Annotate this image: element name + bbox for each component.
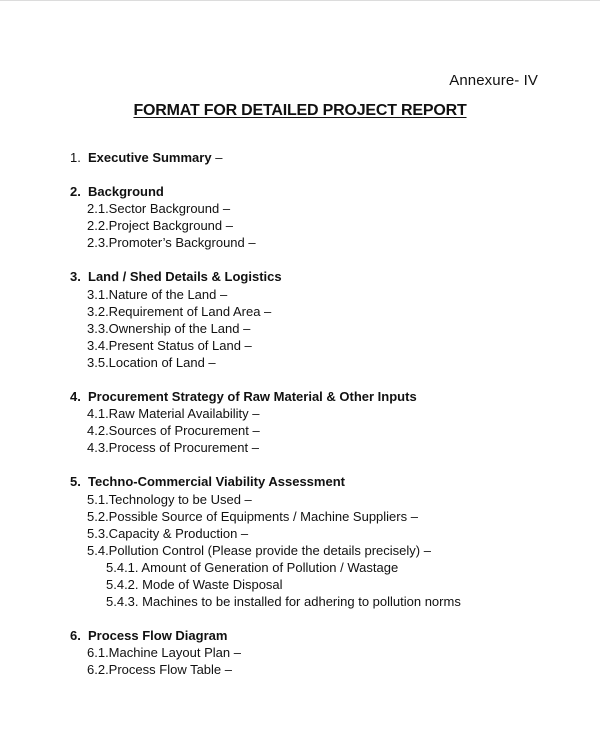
list-item: 2.2.Project Background – [87,218,233,234]
list-item: 5.4.Pollution Control (Please provide the details precisely) – [87,542,431,558]
section-title: Techno-Commercial Viability Assessment [88,474,345,490]
section-number: 4. [70,389,81,405]
section-procurement [70,388,570,456]
sub-list-item: 5.4.3. Machines to be installed for adhering to pollution norms [106,594,461,610]
list-item: 2.3.Promoter’s Background – [87,235,256,251]
section-process-flow [70,627,570,678]
document-title: FORMAT FOR DETAILED PROJECT REPORT [133,102,467,119]
section-title: Procurement Strategy of Raw Material & Other Inputs [88,389,417,405]
section-heading [70,388,570,405]
section-number: 1. [70,150,81,165]
section-techno-commercial [70,473,570,610]
list-item: 6.2.Process Flow Table – [87,662,232,678]
section-heading [70,149,570,166]
section-number: 5. [70,474,81,490]
section-land-shed [70,268,570,371]
section-background [70,183,570,251]
section-title: Land / Shed Details & Logistics [88,269,282,285]
section-number: 3. [70,269,81,285]
section-heading [70,627,570,644]
table-of-contents [70,149,570,695]
list-item: 5.1.Technology to be Used – [87,491,252,507]
section-heading [70,473,570,490]
list-item: 6.1.Machine Layout Plan – [87,645,241,661]
section-title: Executive Summary [88,150,212,165]
section-title: Process Flow Diagram [88,628,228,644]
list-item: 4.3.Process of Procurement – [87,440,259,456]
list-item: 3.5.Location of Land – [87,354,216,370]
section-title: Background [88,184,164,200]
list-item: 3.3.Ownership of the Land – [87,320,251,336]
list-item: 4.2.Sources of Procurement – [87,423,260,439]
section-dash: – [211,150,223,165]
annexure-label: Annexure- IV [449,72,538,89]
list-item: 3.1.Nature of the Land – [87,286,228,302]
section-executive-summary [70,149,570,166]
section-heading [70,183,570,200]
sub-list-item: 5.4.1. Amount of Generation of Pollution / Wastage [106,559,399,575]
list-item: 5.3.Capacity & Production – [87,525,249,541]
list-item: 5.2.Possible Source of Equipments / Machine Suppliers – [87,508,418,524]
section-heading [70,268,570,285]
list-item: 4.1.Raw Material Availability – [87,406,260,422]
list-item: 3.4.Present Status of Land – [87,337,252,353]
list-item: 3.2.Requirement of Land Area – [87,303,272,319]
section-number: 6. [70,628,81,644]
sub-list-item: 5.4.2. Mode of Waste Disposal [106,576,283,592]
list-item: 2.1.Sector Background – [87,201,231,217]
section-number: 2. [70,184,81,200]
